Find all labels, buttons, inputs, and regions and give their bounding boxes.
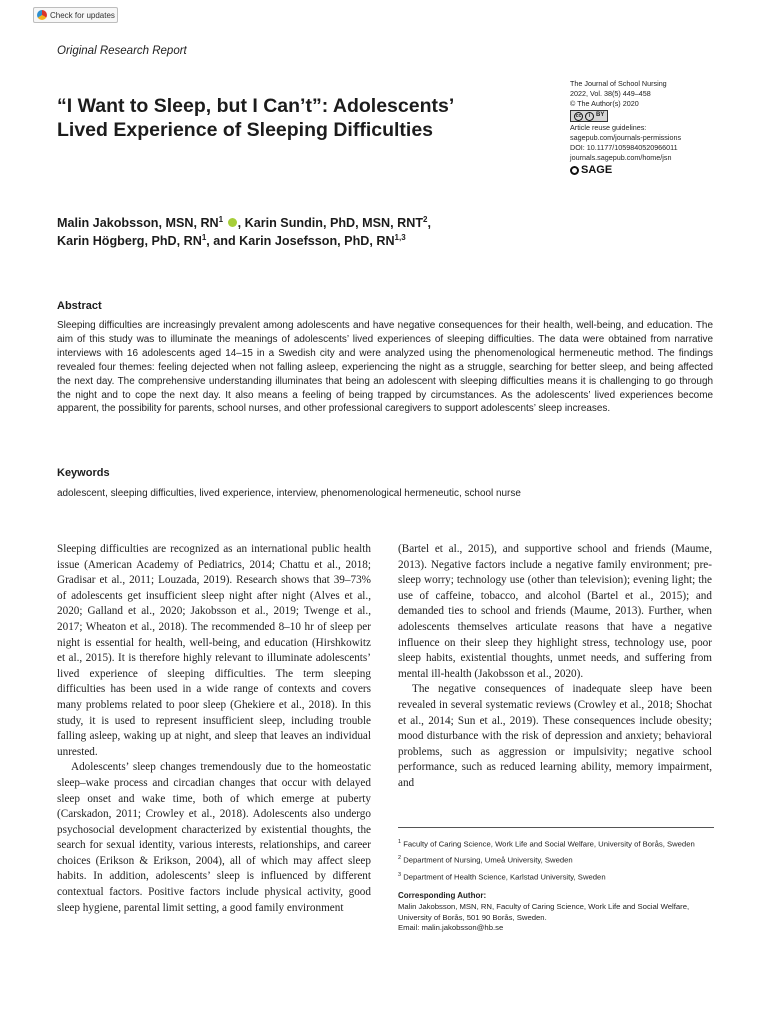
- sage-logo-icon: [570, 166, 579, 175]
- footnote: [398, 837, 714, 850]
- abstract-text: Sleeping difficulties are increasingly prevalent among adolescents and have negative consequences for their health, well-being, and education. The aim of this study was to illuminate the meanings of adolescents’ lived experiences of sleeping difficulties. The data were obtained from narrative interviews with 16 adolescents aged 14–15 in a Swedish city and were analyzed using the phenomenological hermeneutic method. The findings revealed four themes: feeling dejected when not falling asleep, experiencing the night as a struggle, searching for better sleep, and being affected the next day. The comprehensive understanding illuminates that being an adolescent with sleeping difficulties means it is challenging to go through the night and to cope the next day. It also means a feeling of being trapped by circumstances. As the adolescents’ lived experiences become apparent, the possibility for parents, school nurses, and other professional caregivers to support adolescents’ sleep increases.: [57, 320, 713, 415]
- author-name: , and Karin Josefsson, PhD, RN: [206, 234, 395, 248]
- journal-link[interactable]: journals.sagepub.com/home/jsn: [570, 152, 672, 162]
- corresponding-author-text: Malin Jakobsson, MSN, RN, Faculty of Caring Science, Work Life and Social Welfare, University of Borås, 501 90 Borås, Sweden.: [398, 901, 690, 922]
- corresponding-author-heading: Corresponding Author:: [398, 891, 487, 901]
- copyright: © The Author(s) 2020: [570, 98, 639, 108]
- abstract-heading: Abstract: [57, 300, 102, 312]
- body-column-left: [57, 542, 371, 916]
- author-name: Malin Jakobsson, MSN, RN: [57, 216, 219, 230]
- footnote-text: Department of Health Science, Karlstad University, Sweden: [403, 872, 606, 882]
- attribution-icon: i: [585, 112, 594, 121]
- sage-logo: [570, 163, 760, 176]
- article-title: “I Want to Sleep, but I Can’t”: Adolescents’ Lived Experience of Sleeping Difficulties: [57, 95, 454, 141]
- author-separator: ,: [427, 216, 431, 230]
- footnote-number: 1: [398, 839, 402, 845]
- doi[interactable]: DOI: 10.1177/1059840520966011: [570, 142, 678, 152]
- affiliation-marker: 1,3: [394, 232, 406, 242]
- keywords-text: adolescent, sleeping difficulties, lived experience, interview, phenomenological hermeneutic, school nurse: [57, 488, 521, 499]
- report-type: Original Research Report: [57, 45, 187, 57]
- license-label: BY: [596, 112, 605, 119]
- affiliation-marker: 1: [201, 232, 207, 242]
- journal-volume: 2022, Vol. 38(5) 449–458: [570, 88, 651, 98]
- check-for-updates-label: Check for updates: [50, 10, 115, 20]
- publisher-name: SAGE: [581, 163, 613, 176]
- cc-license-badge[interactable]: [570, 110, 608, 122]
- body-column-right: [398, 542, 712, 792]
- footnote-number: 3: [398, 871, 402, 878]
- journal-info: [570, 79, 760, 175]
- affiliation-marker: 2: [423, 214, 428, 224]
- author-name: , Karin Sundin, PhD, MSN, RNT: [237, 216, 424, 230]
- footnote: [398, 870, 714, 883]
- body-paragraph: Adolescents’ sleep changes tremendously due to the homeostatic sleep–wake process and circadian changes that occur with delayed sleep onset and wake time, both of which emerge at puberty (Carskadon, 2011; Crowley et al., 2018). Adolescents also undergo psychosocial development characterized by existential thoughts, the search for sexual identity, various interests, relationships, and career choices (Erikson & Erikson, 2004), all of which may affect sleep habits. In addition, adolescents’ sleep is influenced by different contextual factors. Positive factors include physical activity, good sleep hygiene, parental limit setting, a good family environment: [57, 761, 371, 914]
- corresponding-author-email[interactable]: Email: malin.jakobsson@hb.se: [398, 923, 504, 933]
- affiliation-marker: 1: [218, 214, 224, 224]
- footnote: [398, 853, 714, 866]
- crossmark-icon: [37, 10, 47, 20]
- keywords-heading: Keywords: [57, 467, 110, 479]
- orcid-icon[interactable]: [228, 218, 237, 227]
- reuse-guidelines-label: Article reuse guidelines:: [570, 123, 647, 133]
- footnote-number: 2: [398, 855, 402, 862]
- reuse-guidelines-link[interactable]: sagepub.com/journals-permissions: [570, 133, 682, 143]
- body-paragraph: The negative consequences of inadequate sleep have been revealed in several systematic reviews (Crowley et al., 2018; Shochat et al., 2014; Sun et al., 2019). These consequences include obesity; mood disturbance with the risk of depression and anxiety; behavioral problems, such as aggression or impulsivity; negative school performance, such as reduced learning ability, memory impairment, and: [398, 683, 712, 789]
- author-name: Karin Högberg, PhD, RN: [57, 234, 202, 248]
- footnote-text: Faculty of Caring Science, Work Life and Social Welfare, University of Borås, Sweden: [403, 839, 695, 849]
- body-paragraph: (Bartel et al., 2015), and supportive school and friends (Maume, 2013). Negative factors include a negative family environment; pre-sleep worry; technology use (other than television); evening light; the use of caffeine, tobacco, and alcohol (Bartel et al., 2015); and demanded ties to school and friends (Maume, 2013). Further, when adolescents themselves articulate reasons that have a negative influence on their sleep they highlight stress, technology use, poor sleep habits, existential thoughts, unmet needs, and suffering from mental ill-health (Jakobsson et al., 2020).: [398, 543, 712, 680]
- check-for-updates-button[interactable]: [33, 7, 118, 23]
- author-list: [57, 214, 577, 250]
- footnote-text: Department of Nursing, Umeå University, Sweden: [403, 855, 573, 865]
- journal-name: The Journal of School Nursing: [570, 79, 667, 88]
- body-paragraph: Sleeping difficulties are recognized as an international public health issue (American Academy of Pediatrics, 2014; Chattu et al., 2018; Gradisar et al., 2011; Louzada, 2019). Research shows that 39–73% of adolescents get insufficient sleep night after night (Alves et al., 2020; Galland et al., 2020; Jakobsson et al., 2019; Twenge et al., 2017; Wheaton et al., 2018). The recommended 8–10 hr of sleep per night is essential for health, well-being, and education (Hirshkowitz et al., 2015). It is therefore highly relevant to illuminate adolescents’ lived experience of sleeping difficulties. The term sleeping difficulties has been used in a wide range of contexts and covers many problems related to poor sleep (Ghekiere et al., 2018). In this study, it is used to represent insufficient sleep, including trouble falling asleep, waking up at night, and sleep that leaves an individual unrested.: [57, 543, 371, 758]
- footnotes: [398, 827, 714, 934]
- cc-icon: cc: [575, 112, 582, 119]
